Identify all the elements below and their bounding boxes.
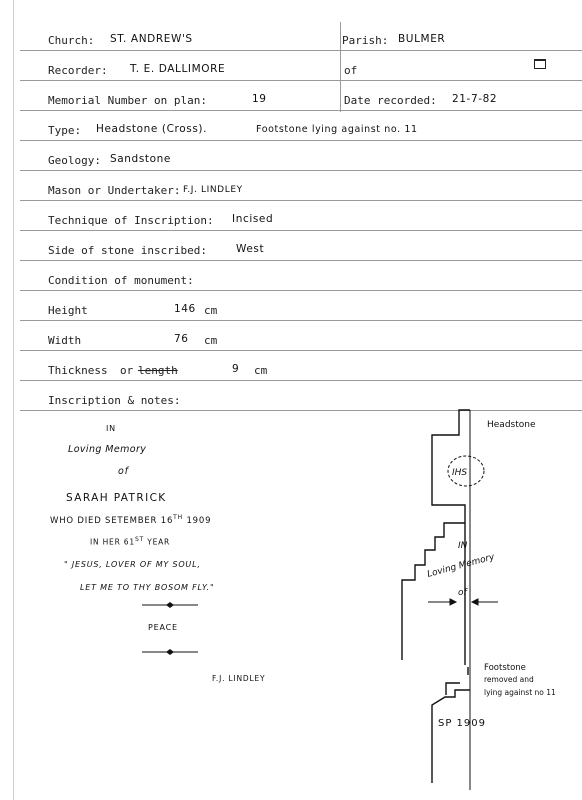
thickness-value: 9: [232, 363, 240, 375]
of-label: of: [344, 64, 358, 77]
column-divider: [340, 22, 341, 112]
footstone-label-2: removed and: [484, 675, 534, 684]
recorder-label: Recorder:: [48, 64, 108, 77]
row-mason: [20, 172, 582, 201]
side-value: West: [236, 243, 265, 255]
sketch-loving-memory-text: Loving Memory: [426, 552, 496, 580]
technique-label: Technique of Inscription:: [48, 214, 214, 227]
width-value: 76: [174, 333, 189, 345]
age-text: IN HER 61: [90, 537, 135, 547]
thickness-label: Thickness: [48, 364, 108, 377]
age-year: YEAR: [147, 537, 171, 547]
inscription-signature: F.J. LINDLEY: [212, 674, 266, 683]
footstone-initials: SP 1909: [438, 718, 487, 729]
side-label: Side of stone inscribed:: [48, 244, 207, 257]
row-condition: [20, 262, 582, 291]
sketch-of-text: of: [458, 588, 467, 598]
inscription-line-verse-1: " JESUS, LOVER OF MY SOUL,: [64, 560, 201, 569]
row-thickness: [20, 352, 582, 381]
row-church: [20, 22, 582, 51]
thickness-or: or: [120, 364, 134, 377]
inscription-line-name: SARAH PATRICK: [66, 492, 167, 504]
row-geology: [20, 142, 582, 171]
died-superscript: TH: [173, 514, 183, 521]
height-label: Height: [48, 304, 88, 317]
parish-value: BULMER: [398, 33, 446, 45]
width-arrows-icon: [428, 599, 498, 605]
type-label: Type:: [48, 124, 82, 137]
memorial-number-label: Memorial Number on plan:: [48, 94, 207, 107]
row-side: [20, 232, 582, 261]
row-memorial: [20, 82, 582, 111]
width-label: Width: [48, 334, 82, 347]
inscription-line-age: [90, 536, 170, 547]
row-technique: [20, 202, 582, 231]
thickness-struck: length: [138, 364, 178, 377]
width-unit: cm: [204, 334, 218, 347]
died-text: WHO DIED SETEMBER 16: [50, 515, 174, 526]
memorial-number-value: 19: [252, 93, 267, 105]
inscription-line-in: IN: [106, 424, 116, 433]
inscription-line-of: of: [118, 466, 129, 477]
height-unit: cm: [204, 304, 218, 317]
row-recorder: [20, 52, 582, 81]
inscription-line-died: [50, 514, 211, 526]
divider-ornament-icon: [140, 647, 200, 657]
age-superscript: ST: [134, 536, 145, 543]
divider-ornament-icon: [140, 600, 200, 610]
row-height: [20, 292, 582, 321]
parish-label: Parish:: [342, 34, 389, 47]
technique-value: Incised: [232, 213, 274, 225]
sketch-in-text: IN: [458, 541, 468, 551]
row-width: [20, 322, 582, 351]
inscription-label: Inscription & notes:: [48, 394, 181, 407]
inscription-line-peace: PEACE: [148, 623, 178, 632]
height-value: 146: [174, 303, 196, 315]
date-recorded-value: 21-7-82: [452, 93, 498, 105]
geology-label: Geology:: [48, 154, 101, 167]
headstone-sketch: [380, 405, 580, 795]
inscription-line-verse-2: LET ME TO THY BOSOM FLY.": [80, 583, 215, 592]
condition-label: Condition of monument:: [48, 274, 194, 287]
recorder-value: T. E. DALLIMORE: [130, 63, 226, 75]
tick-mark-icon: [534, 59, 546, 69]
type-note: Footstone lying against no. 11: [256, 124, 418, 135]
church-value: ST. ANDREW'S: [110, 33, 193, 45]
mason-label: Mason or Undertaker:: [48, 184, 181, 197]
date-recorded-label: Date recorded:: [344, 94, 437, 107]
row-type: [20, 112, 582, 141]
type-value: Headstone (Cross).: [96, 123, 208, 135]
ihs-text: IHS: [452, 468, 468, 478]
thickness-unit: cm: [254, 364, 268, 377]
geology-value: Sandstone: [110, 153, 171, 165]
mason-value: F.J. LINDLEY: [183, 185, 243, 195]
church-label: Church:: [48, 34, 95, 47]
footstone-label-3: lying against no 11: [484, 688, 556, 697]
inscription-line-loving-memory: Loving Memory: [68, 444, 147, 455]
headstone-outline: [402, 410, 470, 790]
footstone-label-1: Footstone: [484, 663, 526, 673]
headstone-label: Headstone: [487, 420, 536, 430]
died-year: 1909: [186, 515, 212, 526]
